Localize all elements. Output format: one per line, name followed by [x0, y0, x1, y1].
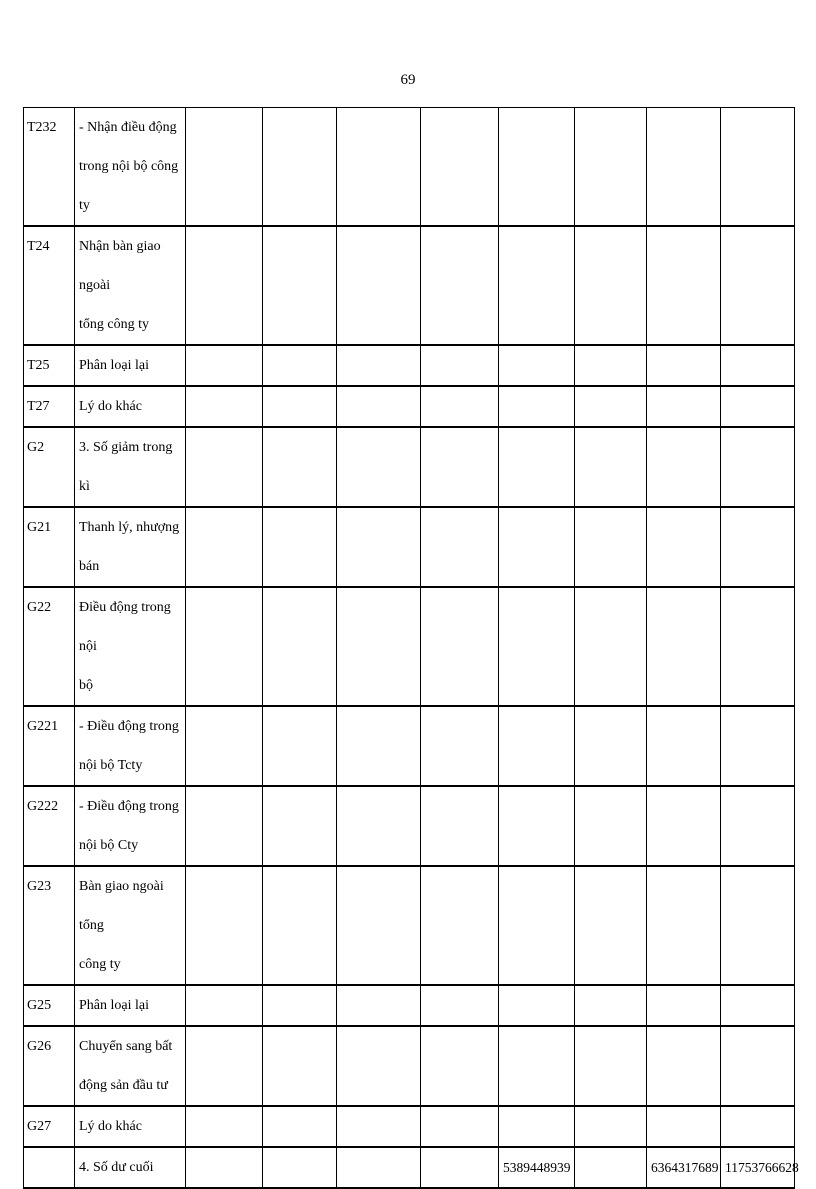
value-cell	[575, 226, 647, 345]
value-cell	[499, 386, 575, 427]
row-code: T232	[24, 108, 75, 227]
row-description	[75, 1026, 186, 1106]
value-cell	[263, 1026, 337, 1106]
value-cell	[263, 706, 337, 786]
row-description	[75, 866, 186, 985]
page-number: 69	[400, 72, 416, 88]
value-cell	[721, 985, 795, 1026]
asset-ledger-table	[23, 107, 799, 1189]
description-line: - Điều động trong	[79, 719, 179, 734]
description-line: 4. Số dư cuối	[79, 1160, 154, 1175]
value-cell	[186, 587, 263, 706]
value-cell: 5389448939	[499, 1147, 575, 1188]
table-row	[24, 386, 795, 427]
description-line: công ty	[79, 957, 121, 972]
description-line: Điều động trong nội	[79, 600, 171, 654]
value-cell	[186, 786, 263, 866]
value-cell	[499, 226, 575, 345]
description-line: - Nhận điều động	[79, 120, 177, 135]
row-code: G25	[24, 985, 75, 1026]
value-cell	[647, 1106, 721, 1147]
row-description	[75, 706, 186, 786]
value-cell	[421, 226, 499, 345]
row-description	[75, 985, 186, 1026]
value-cell	[186, 108, 263, 227]
value-cell	[337, 706, 421, 786]
table-row	[24, 1106, 795, 1147]
row-description	[75, 507, 186, 587]
value-cell	[421, 1106, 499, 1147]
value-cell	[499, 108, 575, 227]
value-cell	[421, 386, 499, 427]
table-row	[24, 786, 795, 866]
description-line: Nhận bàn giao ngoài	[79, 239, 161, 293]
value-cell	[575, 1026, 647, 1106]
value-cell	[647, 108, 721, 227]
value-cell	[647, 786, 721, 866]
value-cell	[263, 345, 337, 386]
value-cell	[499, 706, 575, 786]
value-cell	[263, 587, 337, 706]
value-cell	[337, 786, 421, 866]
value-cell	[337, 226, 421, 345]
table-row	[24, 985, 795, 1026]
row-code: G26	[24, 1026, 75, 1106]
description-line: - Điều động trong	[79, 799, 179, 814]
value-cell	[721, 507, 795, 587]
value-cell	[499, 985, 575, 1026]
description-line: Phân loại lại	[79, 358, 149, 373]
value-cell	[263, 386, 337, 427]
value-cell	[575, 427, 647, 507]
value-cell	[263, 1147, 337, 1188]
value-cell	[421, 706, 499, 786]
value-cell	[337, 985, 421, 1026]
value-cell	[186, 386, 263, 427]
row-description	[75, 427, 186, 507]
value-cell	[421, 345, 499, 386]
description-line: nội bộ Tcty	[79, 758, 143, 773]
value-cell	[421, 985, 499, 1026]
table-row	[24, 507, 795, 587]
value-cell	[186, 345, 263, 386]
table-row	[24, 866, 795, 985]
value-cell	[647, 345, 721, 386]
value-cell	[186, 507, 263, 587]
value-cell	[721, 587, 795, 706]
value-cell	[575, 706, 647, 786]
table-row	[24, 587, 795, 706]
value-cell	[575, 345, 647, 386]
value-cell	[499, 587, 575, 706]
table-row	[24, 706, 795, 786]
value-cell	[186, 985, 263, 1026]
value-cell	[337, 386, 421, 427]
value-cell	[263, 866, 337, 985]
value-cell	[263, 786, 337, 866]
value-cell	[186, 1026, 263, 1106]
value-cell	[337, 345, 421, 386]
row-code: G22	[24, 587, 75, 706]
value-cell	[499, 1106, 575, 1147]
row-description	[75, 587, 186, 706]
description-line: nội bộ Cty	[79, 838, 139, 853]
value-cell	[337, 866, 421, 985]
value-cell	[263, 1106, 337, 1147]
row-code: G27	[24, 1106, 75, 1147]
table-row	[24, 108, 795, 227]
value-cell	[186, 427, 263, 507]
value-cell	[499, 786, 575, 866]
value-cell	[647, 866, 721, 985]
value-cell	[721, 226, 795, 345]
value-cell	[721, 1026, 795, 1106]
table-row	[24, 1026, 795, 1106]
description-line: Chuyển sang bất	[79, 1039, 173, 1054]
value-cell	[421, 507, 499, 587]
table-row	[24, 1147, 795, 1188]
value-cell: 11753766628	[721, 1147, 795, 1188]
row-code: G21	[24, 507, 75, 587]
row-code	[24, 1147, 75, 1188]
value-cell	[575, 386, 647, 427]
row-code: T24	[24, 226, 75, 345]
value-cell	[721, 108, 795, 227]
value-cell	[575, 985, 647, 1026]
description-line: bộ	[79, 678, 93, 693]
value-cell	[263, 108, 337, 227]
value-cell	[186, 226, 263, 345]
value-cell	[647, 386, 721, 427]
value-cell	[647, 587, 721, 706]
description-line: trong nội bộ công ty	[79, 159, 179, 213]
value-cell	[499, 1026, 575, 1106]
value-cell	[499, 866, 575, 985]
description-line: Bàn giao ngoài tổng	[79, 879, 164, 933]
row-code: G23	[24, 866, 75, 985]
row-code: T25	[24, 345, 75, 386]
value-cell	[337, 507, 421, 587]
table-row	[24, 226, 795, 345]
value-cell	[263, 427, 337, 507]
value-cell	[421, 1026, 499, 1106]
value-cell	[499, 427, 575, 507]
value-cell	[263, 226, 337, 345]
description-line: Thanh lý, nhượng	[79, 520, 180, 535]
value-cell	[575, 108, 647, 227]
value-cell	[721, 706, 795, 786]
value-cell	[647, 427, 721, 507]
row-code: G2	[24, 427, 75, 507]
row-description	[75, 345, 186, 386]
value-cell	[721, 786, 795, 866]
description-line: động sản đầu tư	[79, 1078, 168, 1093]
value-cell	[337, 1147, 421, 1188]
value-cell	[421, 587, 499, 706]
value-cell	[337, 1026, 421, 1106]
row-description	[75, 1106, 186, 1147]
value-cell	[421, 108, 499, 227]
row-code: T27	[24, 386, 75, 427]
value-cell	[421, 1147, 499, 1188]
row-description	[75, 386, 186, 427]
row-description	[75, 1147, 186, 1188]
table-row	[24, 345, 795, 386]
description-line: Lý do khác	[79, 399, 142, 414]
value-cell	[337, 427, 421, 507]
value-cell	[575, 786, 647, 866]
description-line: 3. Số giảm trong kì	[79, 440, 173, 494]
value-cell	[575, 507, 647, 587]
row-code: G222	[24, 786, 75, 866]
value-cell	[337, 1106, 421, 1147]
value-cell	[721, 866, 795, 985]
value-cell	[421, 866, 499, 985]
value-cell	[575, 1106, 647, 1147]
row-description	[75, 108, 186, 227]
value-cell	[499, 345, 575, 386]
value-cell	[575, 587, 647, 706]
value-cell: 6364317689	[647, 1147, 721, 1188]
value-cell	[337, 108, 421, 227]
value-cell	[421, 786, 499, 866]
value-cell	[499, 507, 575, 587]
description-line: bán	[79, 559, 100, 574]
value-cell	[647, 706, 721, 786]
value-cell	[186, 1147, 263, 1188]
value-cell	[647, 226, 721, 345]
value-cell	[575, 866, 647, 985]
value-cell	[721, 386, 795, 427]
description-line: tổng công ty	[79, 317, 149, 332]
value-cell	[186, 706, 263, 786]
value-cell	[421, 427, 499, 507]
value-cell	[721, 427, 795, 507]
row-code: G221	[24, 706, 75, 786]
value-cell	[647, 985, 721, 1026]
row-description	[75, 786, 186, 866]
table-row	[24, 427, 795, 507]
value-cell	[647, 507, 721, 587]
value-cell	[647, 1026, 721, 1106]
value-cell	[721, 345, 795, 386]
value-cell	[337, 587, 421, 706]
value-cell	[263, 507, 337, 587]
row-description	[75, 226, 186, 345]
description-line: Phân loại lại	[79, 998, 149, 1013]
description-line: Lý do khác	[79, 1119, 142, 1134]
value-cell	[263, 985, 337, 1026]
value-cell	[186, 1106, 263, 1147]
value-cell	[575, 1147, 647, 1188]
value-cell	[186, 866, 263, 985]
value-cell	[721, 1106, 795, 1147]
